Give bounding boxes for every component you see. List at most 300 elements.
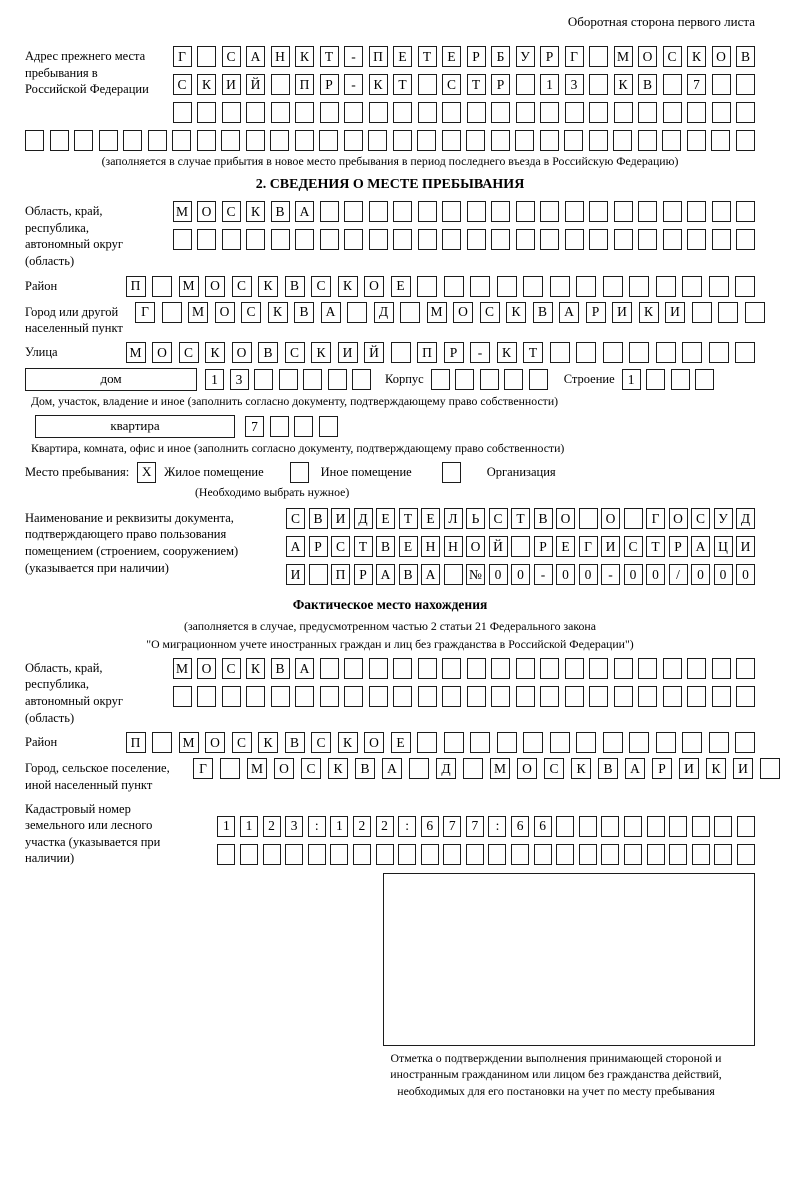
char-cell: А	[382, 758, 402, 779]
apartment-note: Квартира, комната, офис и иное (заполнить согласно документу, подтверждающему право собственности)	[31, 440, 565, 455]
char-cell: С	[286, 508, 305, 529]
char-cell	[579, 508, 598, 529]
char-cell	[328, 369, 347, 390]
char-cell: -	[344, 74, 363, 95]
char-cell	[319, 416, 338, 437]
char-cell	[369, 229, 388, 250]
char-cell	[400, 302, 420, 323]
char-cell: С	[311, 276, 331, 297]
char-cell	[663, 201, 682, 222]
char-cell	[303, 369, 322, 390]
char-cell	[682, 276, 702, 297]
char-cell	[344, 130, 363, 151]
char-cell	[540, 130, 559, 151]
char-cell	[682, 342, 702, 363]
char-cell	[173, 102, 192, 123]
char-cell: М	[427, 302, 447, 323]
char-cell	[442, 102, 461, 123]
char-cell: О	[601, 508, 620, 529]
actual-region-block	[25, 658, 755, 727]
char-cell	[246, 686, 265, 707]
char-cell: Е	[376, 508, 395, 529]
char-cell	[579, 844, 597, 865]
char-cell	[687, 201, 706, 222]
char-cell: Т	[523, 342, 543, 363]
char-cell	[162, 302, 182, 323]
char-cell: -	[470, 342, 490, 363]
char-cell: А	[625, 758, 645, 779]
char-cell	[687, 658, 706, 679]
char-cell: С	[489, 508, 508, 529]
char-cell	[736, 229, 755, 250]
char-cell: Г	[135, 302, 155, 323]
char-cell	[613, 130, 632, 151]
char-cell: Т	[393, 74, 412, 95]
char-cell	[736, 686, 755, 707]
char-cell: 3	[230, 369, 249, 390]
char-cell	[74, 130, 93, 151]
char-row	[205, 369, 371, 390]
checkbox-organization	[442, 462, 461, 483]
prev-address-label: Адрес прежнего места пребывания в Российской Федерации	[25, 49, 149, 97]
char-cell	[556, 844, 574, 865]
char-cell: Р	[491, 74, 510, 95]
char-cell	[709, 732, 729, 753]
char-cell: А	[295, 658, 314, 679]
char-row	[173, 102, 756, 123]
char-cell	[466, 130, 485, 151]
actual-district-block	[25, 732, 755, 753]
char-cell	[344, 229, 363, 250]
char-cell	[638, 229, 657, 250]
street-label: Улица	[25, 344, 58, 359]
char-cell	[418, 229, 437, 250]
char-cell	[735, 342, 755, 363]
char-cell	[638, 102, 657, 123]
char-cell: 3	[285, 816, 303, 837]
char-cell	[663, 102, 682, 123]
char-cell: О	[205, 732, 225, 753]
char-cell	[511, 844, 529, 865]
char-cell: Н	[444, 536, 463, 557]
char-cell	[319, 130, 338, 151]
char-row	[173, 686, 756, 707]
char-cell	[222, 686, 241, 707]
char-cell: С	[232, 276, 252, 297]
char-row	[173, 229, 756, 250]
char-cell	[714, 816, 732, 837]
char-cell: М	[173, 658, 192, 679]
char-cell	[220, 758, 240, 779]
char-cell: Р	[586, 302, 606, 323]
char-cell: В	[736, 46, 755, 67]
char-cell	[736, 658, 755, 679]
char-cell: И	[665, 302, 685, 323]
char-cell	[369, 102, 388, 123]
char-cell: К	[258, 276, 278, 297]
char-cell	[246, 229, 265, 250]
char-cell: И	[338, 342, 358, 363]
char-cell	[614, 658, 633, 679]
char-cell	[320, 658, 339, 679]
char-cell	[736, 102, 755, 123]
char-cell	[669, 844, 687, 865]
confirmation-stamp-box	[383, 873, 755, 1046]
char-cell	[711, 130, 730, 151]
char-cell: 2	[263, 816, 281, 837]
char-cell	[320, 102, 339, 123]
region-block	[25, 201, 755, 270]
char-cell	[353, 844, 371, 865]
char-cell	[295, 130, 314, 151]
char-cell	[638, 130, 657, 151]
char-cell: П	[126, 276, 146, 297]
char-cell	[369, 686, 388, 707]
char-cell	[663, 686, 682, 707]
char-cell: 1	[330, 816, 348, 837]
char-cell	[692, 816, 710, 837]
char-cell: К	[687, 46, 706, 67]
char-cell: :	[308, 816, 326, 837]
char-cell	[25, 130, 44, 151]
char-cell	[687, 130, 706, 151]
char-cell: Т	[467, 74, 486, 95]
char-cell: П	[417, 342, 437, 363]
char-cell	[589, 229, 608, 250]
char-cell: 7	[245, 416, 264, 437]
house-fieldbox: дом	[25, 368, 197, 391]
char-cell	[550, 342, 570, 363]
char-cell: К	[246, 201, 265, 222]
char-cell: Н	[271, 46, 290, 67]
char-cell	[712, 229, 731, 250]
char-cell: В	[638, 74, 657, 95]
char-cell: М	[179, 732, 199, 753]
char-cell: С	[442, 74, 461, 95]
char-cell: М	[247, 758, 267, 779]
cadastral-block	[25, 799, 755, 868]
char-cell: О	[197, 201, 216, 222]
ownership-document-block	[25, 508, 755, 585]
char-cell	[197, 130, 216, 151]
char-cell: №	[466, 564, 485, 585]
char-cell: :	[488, 816, 506, 837]
char-cell: О	[517, 758, 537, 779]
checkbox-residential: X	[137, 462, 156, 483]
char-cell	[197, 102, 216, 123]
char-cell	[516, 74, 535, 95]
char-cell: -	[601, 564, 620, 585]
char-cell: И	[601, 536, 620, 557]
char-cell	[398, 844, 416, 865]
char-cell: Й	[364, 342, 384, 363]
char-cell: О	[197, 658, 216, 679]
char-cell	[576, 276, 596, 297]
char-cell	[246, 102, 265, 123]
char-cell	[417, 130, 436, 151]
char-cell	[669, 816, 687, 837]
char-cell	[344, 102, 363, 123]
char-cell	[540, 658, 559, 679]
char-row	[286, 536, 755, 557]
char-cell	[629, 342, 649, 363]
char-cell	[709, 342, 729, 363]
char-cell	[735, 276, 755, 297]
char-cell: С	[331, 536, 350, 557]
char-cell	[246, 130, 265, 151]
char-cell	[662, 130, 681, 151]
char-cell: 2	[353, 816, 371, 837]
char-cell	[712, 686, 731, 707]
char-cell	[418, 686, 437, 707]
char-cell	[442, 686, 461, 707]
stay-type-note: (Необходимо выбрать нужное)	[195, 484, 350, 499]
char-cell: Т	[354, 536, 373, 557]
option-other-premises-label: Иное помещение	[320, 464, 412, 479]
char-cell	[565, 201, 584, 222]
char-cell	[467, 102, 486, 123]
char-cell: С	[691, 508, 710, 529]
char-cell	[614, 201, 633, 222]
char-cell: П	[295, 74, 314, 95]
char-cell	[466, 844, 484, 865]
actual-city-block	[25, 758, 755, 793]
char-cell	[488, 844, 506, 865]
char-cell	[285, 844, 303, 865]
char-cell: 0	[489, 564, 508, 585]
char-cell	[271, 229, 290, 250]
char-cell	[418, 102, 437, 123]
actual-city-label: Город, сельское поселение, иной населенный пункт	[25, 761, 170, 792]
char-cell	[712, 658, 731, 679]
region-label: Область, край, республика, автономный округ (область)	[25, 204, 123, 268]
checkbox-other-premises	[290, 462, 309, 483]
char-cell	[393, 102, 412, 123]
char-cell	[217, 844, 235, 865]
prev-address-block	[25, 46, 755, 123]
char-cell: С	[241, 302, 261, 323]
char-cell: В	[533, 302, 553, 323]
char-cell	[491, 130, 510, 151]
char-cell: К	[246, 658, 265, 679]
char-cell: И	[736, 536, 755, 557]
char-cell	[393, 658, 412, 679]
char-cell: Р	[467, 46, 486, 67]
char-row	[245, 416, 338, 437]
char-cell	[624, 816, 642, 837]
char-cell: К	[614, 74, 633, 95]
char-row	[135, 302, 765, 323]
char-cell: Г	[193, 758, 213, 779]
char-cell	[271, 74, 290, 95]
char-cell: Р	[652, 758, 672, 779]
char-cell: 1	[622, 369, 641, 390]
char-cell	[295, 686, 314, 707]
char-cell	[540, 686, 559, 707]
char-cell: 3	[565, 74, 584, 95]
char-cell: Ц	[714, 536, 733, 557]
char-cell: Н	[421, 536, 440, 557]
char-cell: Е	[391, 732, 411, 753]
char-cell	[455, 369, 474, 390]
city-block	[25, 302, 755, 337]
char-cell	[550, 276, 570, 297]
char-cell: П	[369, 46, 388, 67]
char-cell: С	[311, 732, 331, 753]
char-cell	[222, 229, 241, 250]
char-cell	[442, 130, 461, 151]
char-cell	[576, 732, 596, 753]
char-cell: 7	[443, 816, 461, 837]
char-row	[286, 564, 755, 585]
actual-location-note-1: (заполняется в случае, предусмотренном частью 2 статьи 21 Федерального закона	[184, 618, 596, 633]
char-cell	[523, 276, 543, 297]
char-cell: О	[466, 536, 485, 557]
char-cell: Е	[399, 536, 418, 557]
char-cell	[646, 369, 665, 390]
char-cell: М	[490, 758, 510, 779]
char-cell	[444, 564, 463, 585]
char-cell	[443, 844, 461, 865]
district-label: Район	[25, 278, 58, 293]
char-cell	[540, 102, 559, 123]
char-cell: 0	[736, 564, 755, 585]
street-block	[25, 342, 755, 363]
char-cell: П	[126, 732, 146, 753]
char-cell	[467, 658, 486, 679]
char-cell: К	[571, 758, 591, 779]
apartment-fieldbox: квартира	[35, 415, 235, 438]
char-cell	[270, 130, 289, 151]
char-cell	[589, 46, 608, 67]
char-cell	[603, 276, 623, 297]
char-cell: Т	[646, 536, 665, 557]
actual-location-note-2: "О миграционном учете иностранных граждан и лиц без гражданства в Российской Федерации")	[146, 636, 634, 651]
char-cell: 0	[579, 564, 598, 585]
char-cell: А	[691, 536, 710, 557]
char-cell	[614, 686, 633, 707]
char-cell: В	[271, 658, 290, 679]
char-cell	[320, 229, 339, 250]
char-cell	[735, 732, 755, 753]
char-cell: 0	[714, 564, 733, 585]
char-cell	[550, 732, 570, 753]
char-cell	[663, 74, 682, 95]
char-cell: В	[355, 758, 375, 779]
char-cell	[709, 276, 729, 297]
char-cell: О	[364, 276, 384, 297]
char-cell	[556, 816, 574, 837]
char-cell: О	[215, 302, 235, 323]
char-cell: 0	[691, 564, 710, 585]
char-cell: И	[612, 302, 632, 323]
char-cell: Р	[669, 536, 688, 557]
char-cell: О	[364, 732, 384, 753]
district-block	[25, 276, 755, 297]
char-cell	[393, 686, 412, 707]
char-cell	[123, 130, 142, 151]
char-cell	[565, 658, 584, 679]
cadastral-label: Кадастровый номер земельного или лесного участка (указывается при наличии)	[25, 801, 161, 866]
char-cell	[50, 130, 69, 151]
char-row	[173, 74, 756, 95]
char-cell	[516, 201, 535, 222]
char-cell: Л	[444, 508, 463, 529]
char-cell	[491, 686, 510, 707]
char-cell: А	[295, 201, 314, 222]
char-cell: К	[369, 74, 388, 95]
char-cell	[576, 342, 596, 363]
char-cell: С	[173, 74, 192, 95]
char-cell: К	[295, 46, 314, 67]
char-cell	[718, 302, 738, 323]
char-cell	[497, 276, 517, 297]
char-cell: Б	[491, 46, 510, 67]
char-cell: М	[188, 302, 208, 323]
char-cell: О	[453, 302, 473, 323]
char-cell: -	[534, 564, 553, 585]
actual-district-label: Район	[25, 735, 58, 750]
char-cell	[352, 369, 371, 390]
char-cell: /	[669, 564, 688, 585]
char-cell: С	[222, 658, 241, 679]
char-cell: С	[285, 342, 305, 363]
char-cell	[579, 816, 597, 837]
char-cell: К	[497, 342, 517, 363]
char-cell	[540, 201, 559, 222]
char-cell: Р	[534, 536, 553, 557]
char-cell	[418, 658, 437, 679]
char-cell	[308, 844, 326, 865]
char-cell	[614, 102, 633, 123]
char-cell	[629, 732, 649, 753]
char-cell	[444, 276, 464, 297]
char-cell	[712, 102, 731, 123]
char-cell: -	[344, 46, 363, 67]
char-cell	[491, 658, 510, 679]
char-cell: :	[398, 816, 416, 837]
char-cell: 1	[205, 369, 224, 390]
char-cell: С	[179, 342, 199, 363]
char-cell	[529, 369, 548, 390]
char-cell: Д	[436, 758, 456, 779]
char-cell	[393, 130, 412, 151]
char-cell	[152, 276, 172, 297]
char-cell: 1	[540, 74, 559, 95]
char-cell	[589, 102, 608, 123]
char-cell: Т	[320, 46, 339, 67]
char-cell: 6	[421, 816, 439, 837]
char-cell: В	[376, 536, 395, 557]
char-cell	[663, 229, 682, 250]
char-row	[173, 658, 756, 679]
char-cell	[173, 229, 192, 250]
char-cell	[565, 102, 584, 123]
char-row	[217, 816, 755, 837]
char-cell	[152, 732, 172, 753]
section2-title: 2. СВЕДЕНИЯ О МЕСТЕ ПРЕБЫВАНИЯ	[255, 177, 525, 192]
char-cell	[516, 229, 535, 250]
char-cell: А	[376, 564, 395, 585]
char-cell	[515, 130, 534, 151]
char-cell: Р	[309, 536, 328, 557]
char-cell	[467, 201, 486, 222]
char-cell	[393, 229, 412, 250]
char-cell: Т	[511, 508, 530, 529]
char-cell	[369, 201, 388, 222]
char-cell	[656, 732, 676, 753]
char-cell	[491, 201, 510, 222]
